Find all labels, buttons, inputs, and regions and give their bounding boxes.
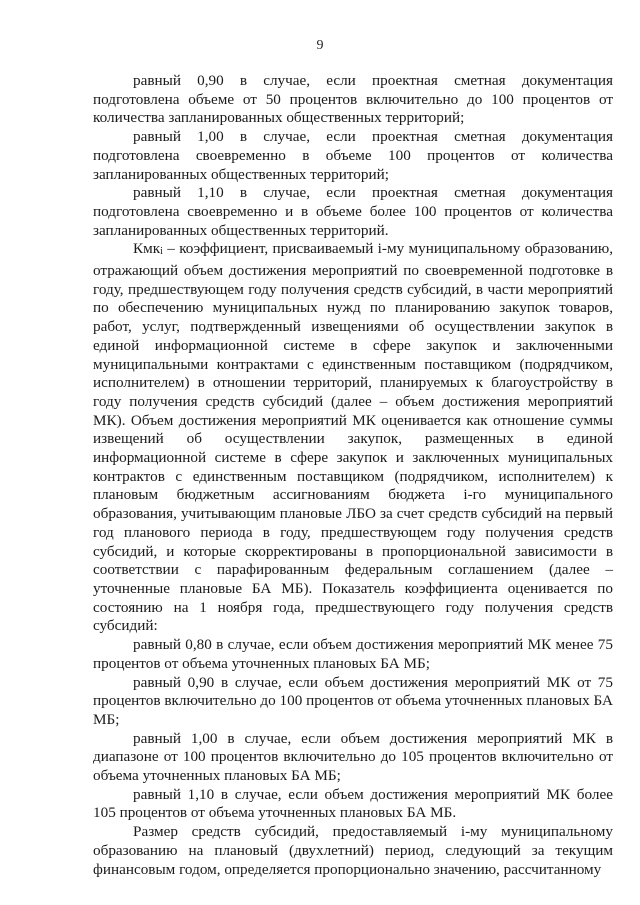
paragraph-mk-110: равный 1,10 в случае, если объем достижения мероприятий МК более 105 процентов от объема уточненных плановых БА МБ. [93, 785, 613, 822]
paragraph-mk-100: равный 1,00 в случае, если объем достижения мероприятий МК в диапазоне от 100 процентов включительно до 105 процентов включительно от объема уточненных плановых БА МБ; [93, 729, 613, 785]
kmk-definition-text: – коэффициент, присваиваемый i-му муниципальному образованию, отражающий объем достижения мероприятий по своевременной подготовке в году, предшествующем году получения средств субсидий, в части мероприятий по обеспечению муниципальных нужд по планированию закупок товаров, работ, услуг, подтвержденный извещениями об осуществлении закупок в единой информационной системе в сфере закупок и заключенными муниципальными контрактами с единственным поставщиком (подрядчиком, исполнителем) в отношении территорий, планируемых к благоустройству в году получения средств субсидий (далее – объем достижения мероприятий МК). Объем достижения мероприятий МК оценивается как отношение суммы извещений об осуществлении закупок, размещенных в единой информационной системе в сфере закупок и заключенных муниципальных контрактов с единственным поставщиком (подрядчиком, исполнителем) к плановым бюджетным ассигнованиям бюджета i-го муниципального образования, учитывающим плановые ЛБО за счет средств субсидий на первый год планового периода в году, предшествующем году получения средств субсидий, и которые скорректированы в пропорциональной зависимости в соответствии с парафированным федеральным соглашением (далее – уточненные плановые БА МБ). Показатель коэффициента оценивается по состоянию на 1 ноября года, предшествующего году получения средств субсидий: [93, 240, 613, 635]
kmk-subscript: i [160, 246, 163, 258]
page-number: 9 [316, 38, 324, 53]
paragraph-coef-090: равный 0,90 в случае, если проектная сметная документация подготовлена объеме от 50 процентов включительно до 100 процентов от количества запланированных общественных территорий; [93, 72, 613, 127]
paragraph-coef-110: равный 1,10 в случае, если проектная сметная документация подготовлена своевременно и в объеме более 100 процентов от количества запланированных общественных территорий. [93, 184, 613, 239]
paragraph-kmk-definition [93, 240, 613, 636]
paragraph-mk-090: равный 0,90 в случае, если объем достижения мероприятий МК от 75 процентов включительно до 100 процентов от объема уточненных плановых БА МБ; [93, 673, 613, 728]
paragraph-subsidy-size: Размер средств субсидий, предоставляемый i-му муниципальному образованию на плановый (двухлетний) период, следующий за текущим финансовым годом, определяется пропорционально значению, рассчитанному [93, 823, 613, 878]
document-body [93, 72, 613, 879]
paragraph-mk-080: равный 0,80 в случае, если объем достижения мероприятий МК менее 75 процентов от объема уточненных плановых БА МБ; [93, 636, 613, 672]
kmk-symbol: Кмк [133, 240, 161, 258]
paragraph-coef-100: равный 1,00 в случае, если проектная сметная документация подготовлена своевременно в объеме 100 процентов от количества запланированных общественных территорий; [93, 128, 613, 183]
